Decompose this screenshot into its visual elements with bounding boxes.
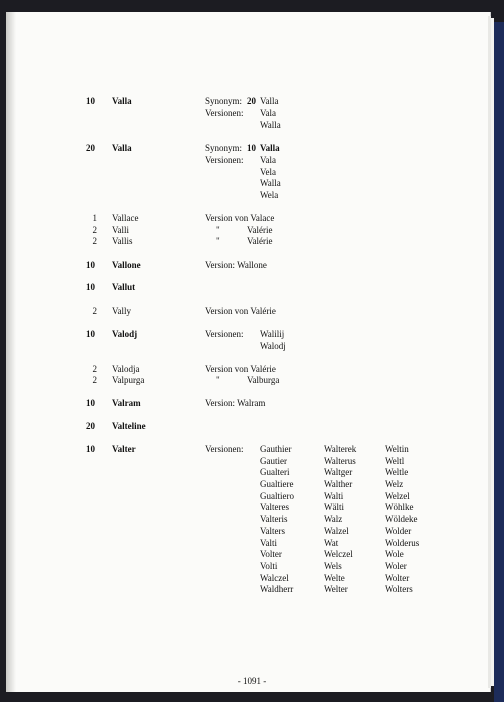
entry-name: Valla (112, 143, 132, 153)
version-name: Walczel (260, 572, 289, 583)
version-name: Welzel (385, 490, 410, 501)
entry-name: Valodj (112, 329, 138, 339)
version-name: Woler (385, 560, 407, 571)
entry-ref-name: Valla (260, 143, 280, 153)
version-name: Walther (324, 479, 353, 490)
version-name: Waldherr (260, 584, 294, 595)
entry-ref-name: Valérie (247, 236, 273, 246)
entry-count: 2 (92, 225, 97, 235)
version-name: Walodj (260, 340, 286, 351)
page-number: - 1091 - (237, 676, 267, 686)
entry-count: 10 (86, 260, 95, 270)
entry-count: 2 (92, 236, 97, 246)
entry-count: 10 (86, 329, 95, 339)
entry-count: 20 (86, 143, 95, 153)
entry-name: Vally (112, 306, 131, 316)
version-name: Gautier (260, 455, 287, 466)
entry-count: 1 (92, 213, 97, 223)
version-name: Walzel (324, 525, 349, 536)
version-name: Vala (260, 155, 276, 165)
entry-count: 10 (86, 96, 95, 106)
entry-label: Versionen: (205, 329, 244, 339)
version-name: Valters (260, 525, 285, 536)
entry-count: 2 (92, 364, 97, 374)
version-name: Volti (260, 560, 278, 571)
entry-name: Valpurga (112, 375, 145, 385)
entry-ref-name: Valburga (247, 375, 280, 385)
entry-count: 10 (86, 282, 95, 292)
entry-name: Valli (112, 225, 129, 235)
ditto-mark: " (216, 375, 220, 385)
version-name: Walla (260, 119, 281, 130)
entry-count: 2 (92, 375, 97, 385)
entry-ref-name: Valérie (247, 225, 273, 235)
entry-name: Vallone (112, 260, 141, 270)
entry-ref-count: 10 (247, 143, 256, 153)
version-name: Wälti (324, 502, 344, 513)
ditto-mark: " (216, 225, 220, 235)
version-column (385, 444, 419, 596)
entry-name: Vallis (112, 236, 133, 246)
version-name: Gualtiero (260, 490, 294, 501)
version-name: Gualteri (260, 467, 290, 478)
entry-label: Version von Valérie (205, 306, 276, 316)
entry-name: Valteline (112, 421, 146, 431)
version-name: Welczel (324, 549, 353, 560)
version-column (324, 444, 356, 596)
ditto-mark: " (216, 236, 220, 246)
version-name: Wöhlke (385, 502, 414, 513)
entry-label: Versionen: (205, 155, 244, 165)
entry-name: Valram (112, 398, 141, 408)
entry-name: Valla (112, 96, 132, 106)
version-name: Valteres (260, 502, 289, 513)
version-name: Valti (260, 537, 277, 548)
version-name: Wöldeke (385, 514, 418, 525)
version-name: Walilij (260, 329, 285, 339)
version-name: Gauthier (260, 444, 292, 454)
entry-name: Vallace (112, 213, 139, 223)
entry-label: Synonym: (205, 96, 243, 106)
entry-name: Vallut (112, 282, 136, 292)
entry-label: Version von Valace (205, 213, 275, 223)
version-name: Wels (324, 560, 342, 571)
entry-label: Synonym: (205, 143, 243, 153)
version-name: Welte (324, 572, 345, 583)
entry-label: Versionen: (205, 108, 244, 118)
version-name: Vala (260, 108, 276, 118)
entry-name: Valodja (112, 364, 140, 374)
version-name: Wolter (385, 572, 410, 583)
entry-ref-count: 20 (247, 96, 256, 106)
version-name: Weltle (385, 467, 409, 478)
version-name: Welter (324, 584, 348, 595)
version-name: Wolder (385, 525, 412, 536)
version-name: Welz (385, 479, 404, 490)
version-column (260, 444, 294, 596)
version-name: Wolters (385, 584, 413, 595)
entry-label: Version: Walram (205, 398, 266, 408)
version-name: Wolderus (385, 537, 420, 548)
version-name: Wat (324, 537, 339, 548)
entry-label: Version von Valérie (205, 364, 276, 374)
version-name: Volter (260, 549, 282, 560)
entry-ref-name: Valla (260, 96, 279, 106)
version-name: Weltin (385, 444, 409, 454)
entry-count: 10 (86, 398, 95, 408)
entry-name: Valter (112, 444, 136, 454)
version-name: Wole (385, 549, 404, 560)
version-name: Waltger (324, 467, 353, 478)
version-name: Walti (324, 490, 344, 501)
version-name: Walz (324, 514, 343, 525)
version-name: Vela (260, 166, 276, 177)
entry-label: Version: Wallone (205, 260, 267, 270)
entry-count: 20 (86, 421, 95, 431)
version-name: Walterek (324, 444, 357, 454)
version-name: Valteris (260, 514, 288, 525)
version-name: Wela (260, 190, 279, 201)
version-name: Walterus (324, 455, 356, 466)
entry-count: 10 (86, 444, 95, 454)
entry-count: 2 (92, 306, 97, 316)
version-name: Walla (260, 178, 281, 189)
entry-label: Versionen: (205, 444, 244, 454)
version-name: Weltl (385, 455, 405, 466)
version-name: Gualtiere (260, 479, 294, 490)
